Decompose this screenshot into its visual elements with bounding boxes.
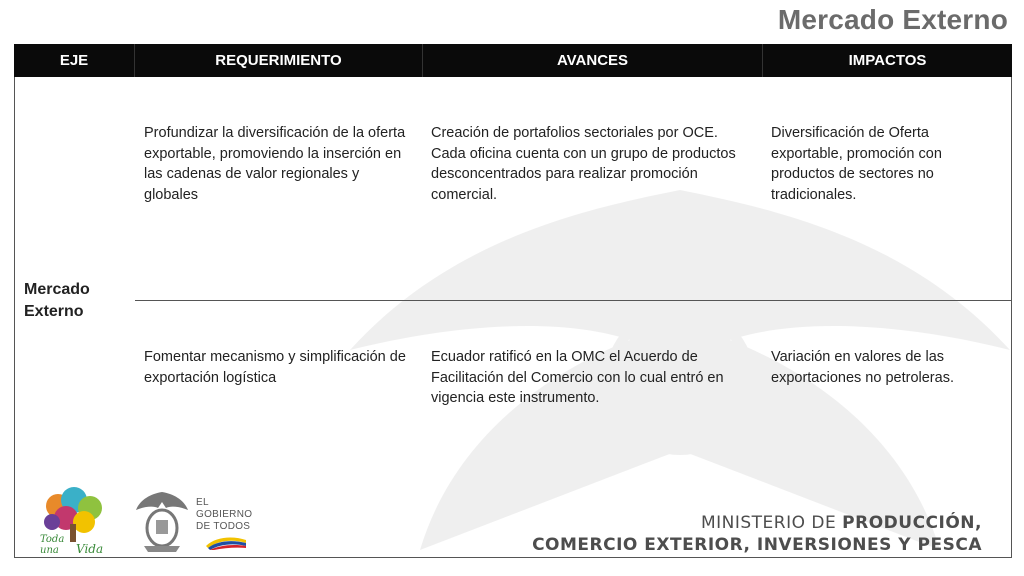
ministry-line2: COMERCIO EXTERIOR, INVERSIONES Y PESCA	[532, 535, 982, 555]
ministry-wordmark	[532, 512, 982, 556]
gobierno-line3: DE TODOS	[196, 521, 251, 532]
coat-of-arms-icon	[134, 488, 190, 556]
ministry-line1-b: PRODUCCIÓN,	[842, 513, 982, 533]
toda-una-vida-logo	[36, 484, 110, 556]
eje-cell	[14, 77, 135, 525]
header-impactos: IMPACTOS	[848, 52, 927, 69]
ministry-line1	[532, 512, 982, 534]
header-avances: AVANCES	[423, 44, 763, 77]
row2-impactos: Variación en valores de las exportaciones no petroleras.	[771, 349, 954, 386]
svg-text:Vida: Vida	[76, 542, 104, 556]
svg-text:Toda: Toda	[40, 534, 65, 545]
gobierno-de-todos-text	[196, 497, 252, 533]
row2-avances: Ecuador ratificó en la OMC el Acuerdo de Facilitación del Comercio con lo cual entró en vigencia este instrumento.	[431, 349, 724, 406]
table-frame	[14, 44, 1012, 558]
svg-text:una: una	[40, 545, 59, 556]
row1-avances: Creación de portafolios sectoriales por OCE. Cada oficina cuenta con un grupo de productos desconcentrados para realizar promoción comercial.	[431, 125, 736, 203]
gobierno-line1: EL	[196, 497, 209, 508]
row2-requerimiento: Fomentar mecanismo y simplificación de exportación logística	[144, 349, 406, 386]
row1-impactos: Diversificación de Oferta exportable, promoción con productos de sectores no tradicionales.	[771, 125, 942, 203]
header-eje: EJE	[14, 44, 135, 77]
eje-label: Mercado Externo	[24, 281, 90, 320]
ministry-line1-a: MINISTERIO DE	[700, 513, 843, 533]
table-header	[14, 44, 1012, 77]
row1-requerimiento: Profundizar la diversificación de la oferta exportable, promoviendo la inserción en las cadenas de valor regionales y globales	[144, 125, 406, 203]
gobierno-line2: GOBIERNO	[196, 509, 253, 520]
flag-swoosh-icon	[206, 536, 246, 550]
slide-title: Mercado Externo	[777, 4, 1008, 35]
row-divider	[135, 300, 1012, 301]
header-requerimiento: REQUERIMIENTO	[135, 44, 423, 77]
